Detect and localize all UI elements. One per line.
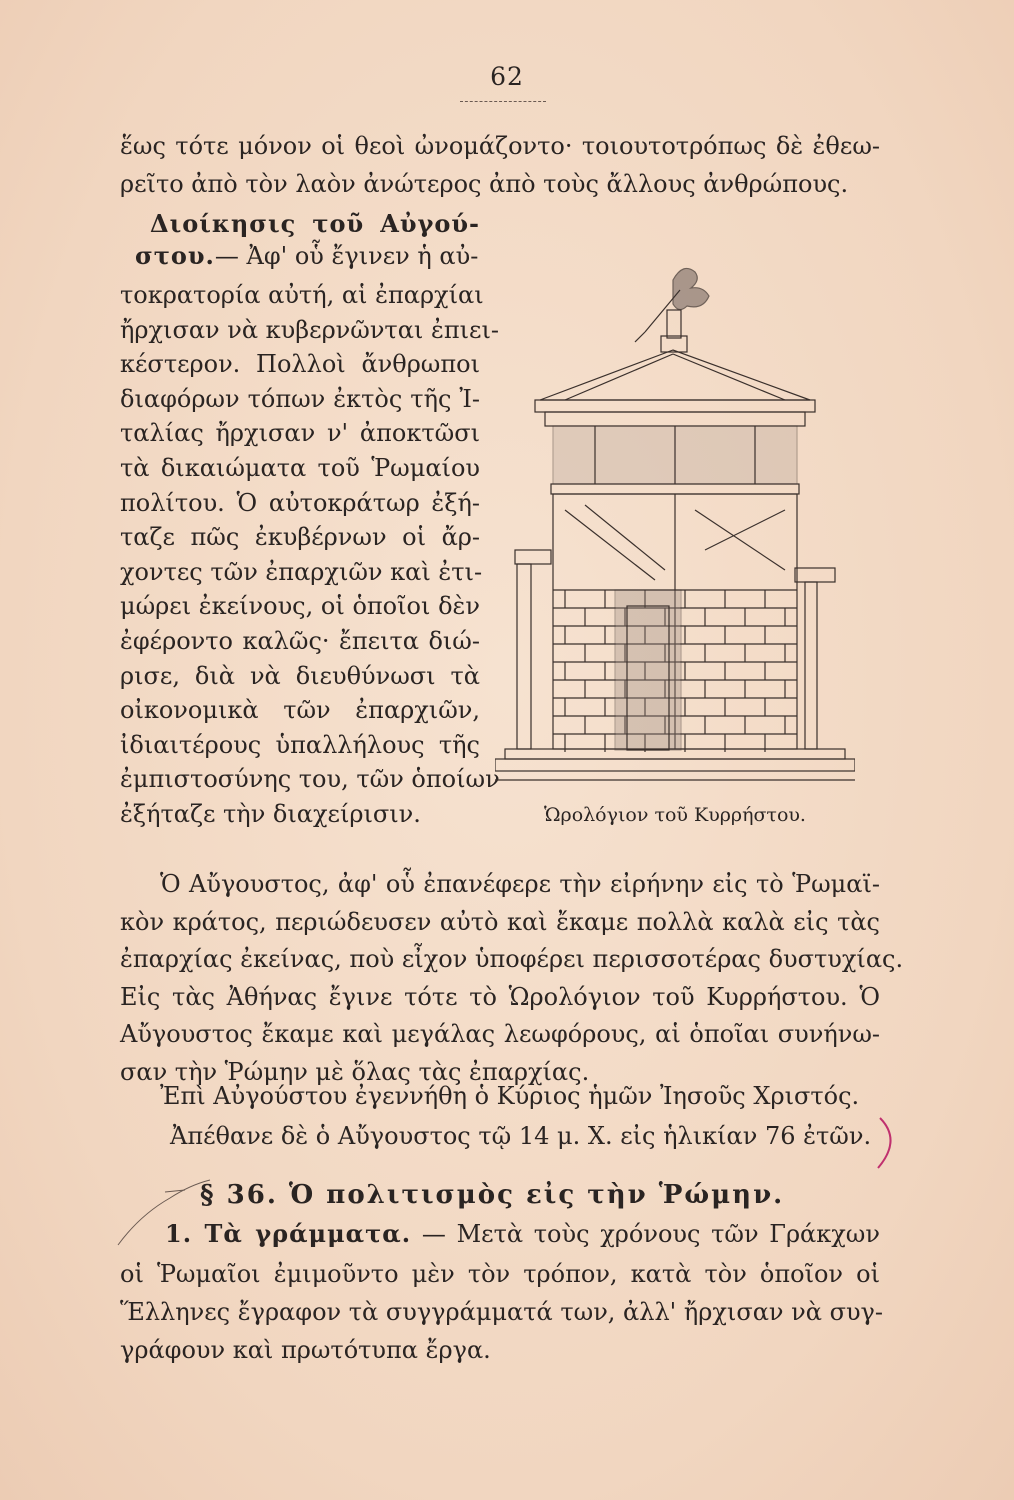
text-line: ἕως τότε μόνον οἱ θεοὶ ὠνομάζοντο· τοιουτοτρόπως δὲ ἐθεω- [120,132,880,160]
page-number-rule [460,101,546,102]
text-line: γράφουν καὶ πρωτότυπα ἔργα. [120,1336,491,1364]
text-line: μώρει ἐκείνους, οἱ ὁποῖοι δὲν [120,592,480,621]
text-line: ρισε, διὰ νὰ διευθύνωσι τὰ [120,661,480,690]
subheading [150,209,480,238]
page-number: 62 [490,62,524,91]
text-line: Ὁ Αὔγουστος, ἀφ' οὗ ἐπανέφερε τὴν εἰρήνην εἰς τὸ Ῥωμαϊ- [160,870,880,898]
section-heading: § 36. Ὁ πολιτισμὸς εἰς τὴν Ῥώμην. [200,1180,785,1210]
text-line [135,241,480,270]
text-line: διαφόρων τόπων ἐκτὸς τῆς Ἰ- [120,384,480,413]
text-line: ρεῖτο ἀπὸ τὸν λαὸν ἀνώτερος ἀπὸ τοὺς ἄλλους ἀνθρώπους. [120,170,849,198]
sub-label: 1. Τὰ γράμματα. [165,1219,412,1248]
tower-of-winds-illustration [495,250,855,785]
text-line: ἐπαρχίας ἐκείνας, ποὺ εἶχον ὑποφέρει περισσοτέρας δυστυχίας. [120,945,904,973]
text-line: Αὔγουστος ἔκαμε καὶ μεγάλας λεωφόρους, αἱ ὁποῖαι συνήνω- [120,1020,880,1048]
text-line: ἰδιαιτέρους ὑπαλλήλους τῆς [120,730,480,759]
text-line: οἱ Ῥωμαῖοι ἐμιμοῦντο μὲν τὸν τρόπον, κατὰ τὸν ὁποῖον οἱ [120,1260,880,1288]
text-line [165,1219,880,1248]
sub-first: — Μετὰ τοὺς χρόνους τῶν Γράκχων [421,1220,880,1248]
text-line: ἐξήταζε τὴν διαχείρισιν. [120,800,421,828]
narrow-first: — Ἀφ' οὗ ἔγινεν ἡ αὐ- [214,242,479,270]
text-line: Ἀπέθανε δὲ ὁ Αὔγουστος τῷ 14 μ. Χ. εἰς ἡλικίαν 76 ἐτῶν. [170,1122,872,1150]
text-line: σαν τὴν Ῥώμην μὲ ὅλας τὰς ἐπαρχίας. [120,1057,590,1086]
text-line: κέστερον. Πολλοὶ ἄνθρωποι [120,350,480,379]
text-line: ἐφέροντο καλῶς· ἔπειτα διώ- [120,627,480,655]
subheading-text: Διοίκησις τοῦ Αὐγού- [150,209,480,238]
text-line: οἰκονομικὰ τῶν ἐπαρχιῶν, [120,696,480,725]
text-line: ἤρχισαν νὰ κυβερνῶνται ἐπιει- [120,315,499,344]
subheading-cont: στου. [135,241,215,270]
text-line: Ἕλληνες ἔγραφον τὰ συγγράμματά των, ἀλλ' ἤρχισαν νὰ συγ- [120,1298,883,1326]
text-line: ταλίας ἤρχισαν ν' ἀποκτῶσι [120,419,480,448]
text-line: ἐμπιστοσύνης του, τῶν ὁποίων [120,765,500,794]
text-line: ταζε πῶς ἐκυβέρνων οἱ ἄρ- [120,523,480,552]
text-line: χοντες τῶν ἐπαρχιῶν καὶ ἐτι- [120,557,483,586]
text-line: Ἐπὶ Αὐγούστου ἐγεννήθη ὁ Κύριος ἡμῶν Ἰησοῦς Χριστός. [160,1082,860,1110]
text-line: τὰ δικαιώματα τοῦ Ῥωμαίου [120,454,480,482]
text-line: Εἰς τὰς Ἀθήνας ἔγινε τότε τὸ Ὡρολόγιον τοῦ Κυρρήστου. Ὁ [120,982,880,1011]
figure-caption: Ὡρολόγιον τοῦ Κυρρήστου. [544,804,806,826]
text-line: πολίτου. Ὁ αὐτοκράτωρ ἐξή- [120,488,480,517]
text-line: τοκρατορία αὐτή, αἱ ἐπαρχίαι [120,281,484,309]
text-line: κὸν κράτος, περιώδευσεν αὐτὸ καὶ ἔκαμε πολλὰ καλὰ εἰς τὰς [120,907,880,936]
